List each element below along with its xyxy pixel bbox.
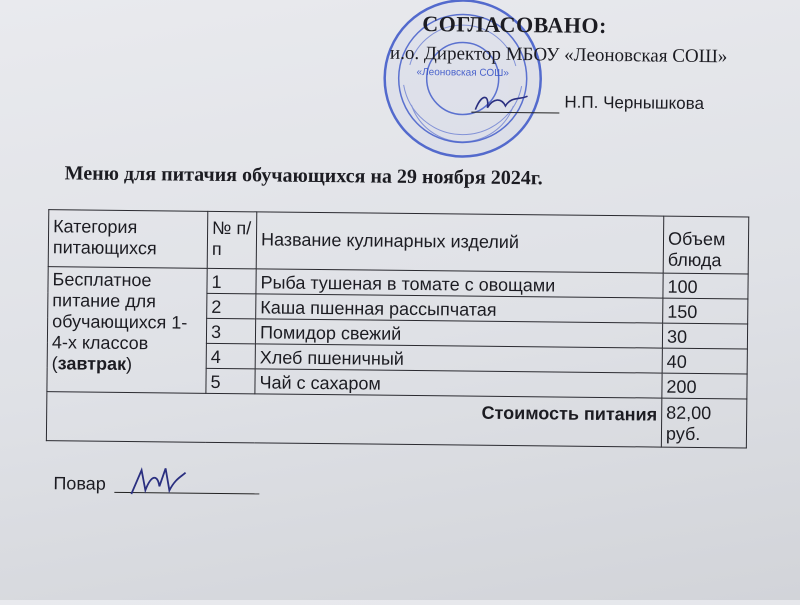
approval-role: и.о. Директор МБОУ «Леоновская СОШ» [389,42,728,68]
row-number: 1 [207,268,256,294]
row-dish: Помидор свежий [255,319,662,348]
row-volume: 40 [662,348,747,374]
cook-signature [125,464,187,501]
category-meal: завтрак [57,353,127,374]
table-header-row [48,210,749,274]
row-number: 2 [207,293,256,319]
total-label: Стоимость питания [46,392,661,447]
header-category: Категория питающихся [48,210,208,269]
row-volume: 30 [662,323,747,349]
row-dish: Хлеб пшеничный [255,344,662,373]
row-dish: Рыба тушеная в томате с овощами [256,269,663,298]
row-number: 3 [206,318,255,344]
row-volume: 100 [663,273,748,299]
total-value: 82,00 руб. [661,398,747,448]
row-volume: 150 [663,298,748,324]
row-number: 5 [206,368,255,394]
total-row [46,392,746,448]
menu-title: Меню для питачия обучающихся на 29 ноября 2024г. [64,162,543,190]
director-name: Н.П. Чернышкова [564,92,705,114]
menu-table [46,209,749,448]
stamp-center-text: «Леоновская СОШ» [416,67,510,79]
header-volume: Объем блюда [663,216,749,274]
header-dish: Название кулинарных изделий [256,212,664,273]
row-dish: Чай с сахаром [255,369,662,398]
header-number: № п/п [207,211,257,269]
row-number: 4 [206,343,255,369]
cook-label: Повар [53,473,106,494]
category-text: Бесплатное питание для обучающихся 1-4-х классов ( [51,269,188,374]
category-cell [47,267,207,394]
approval-title: СОГЛАСОВАНО: [422,11,607,38]
row-dish: Каша пшенная рассыпчатая [256,294,663,323]
category-close: ) [125,353,133,375]
row-volume: 200 [662,373,747,399]
